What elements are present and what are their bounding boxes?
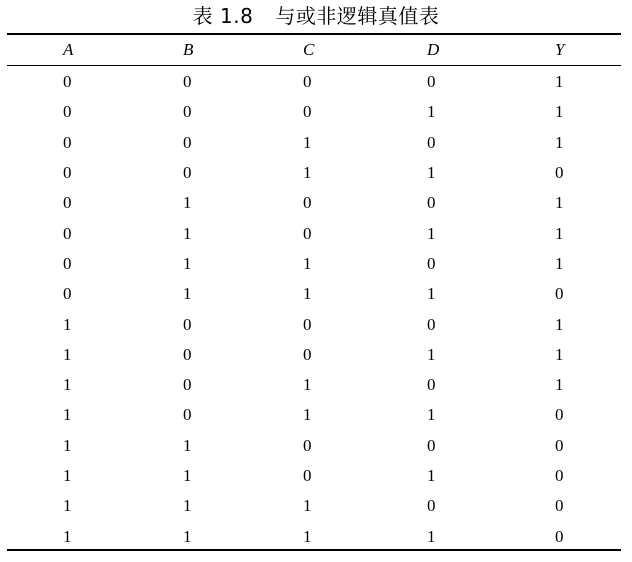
cell-d: 1: [427, 284, 436, 304]
cell-b: 0: [183, 163, 192, 183]
truth-table: [7, 35, 621, 552]
column-header-a: A: [63, 40, 74, 59]
cell-c: 0: [303, 344, 312, 364]
cell-b: 1: [183, 435, 192, 455]
cell-c: 1: [303, 132, 312, 152]
cell-d: 1: [427, 102, 436, 122]
table-row: [7, 461, 621, 491]
table-body: [7, 65, 621, 552]
cell-y: 1: [555, 375, 564, 395]
cell-a: 0: [63, 102, 72, 122]
table-row: [7, 309, 621, 339]
table-row: [7, 431, 621, 461]
table-row: [7, 400, 621, 430]
cell-b: 1: [183, 223, 192, 243]
cell-c: 1: [303, 375, 312, 395]
cell-a: 1: [63, 526, 72, 546]
table-row: [7, 279, 621, 309]
cell-a: 0: [63, 223, 72, 243]
cell-b: 0: [183, 375, 192, 395]
cell-a: 0: [63, 284, 72, 304]
cell-c: 0: [303, 466, 312, 485]
cell-c: 1: [303, 163, 312, 183]
table-row: [7, 370, 621, 400]
cell-b: 0: [183, 132, 192, 152]
cell-y: 1: [555, 314, 564, 334]
cell-d: 1: [427, 405, 436, 425]
cell-a: 1: [63, 435, 72, 455]
cell-b: 1: [183, 526, 192, 546]
column-header-c: C: [303, 40, 315, 59]
header-row: [7, 35, 621, 65]
table-row: [7, 340, 621, 370]
table-row: [7, 491, 621, 521]
cell-b: 1: [183, 253, 192, 273]
cell-y: 1: [555, 344, 564, 364]
cell-c: 0: [303, 314, 312, 334]
cell-b: 0: [183, 102, 192, 122]
table-row: [7, 158, 621, 188]
cell-d: 1: [427, 223, 436, 243]
table-row: [7, 128, 621, 158]
cell-c: 0: [303, 102, 312, 122]
cell-a: 1: [63, 496, 72, 516]
cell-a: 0: [63, 132, 72, 152]
cell-a: 1: [63, 375, 72, 395]
column-header-y: Y: [555, 40, 565, 59]
table-row: [7, 97, 621, 127]
cell-b: 0: [183, 344, 192, 364]
cell-d: 0: [427, 193, 436, 213]
table-row: [7, 65, 621, 97]
cell-y: 0: [555, 163, 564, 183]
table-caption: [0, 3, 632, 29]
cell-c: 0: [303, 223, 312, 243]
cell-c: 0: [303, 72, 312, 92]
cell-b: 0: [183, 72, 192, 92]
cell-y: 0: [555, 496, 564, 516]
cell-b: 1: [183, 466, 192, 485]
cell-y: 0: [555, 466, 564, 485]
cell-y: 1: [555, 72, 564, 92]
cell-y: 1: [555, 102, 564, 122]
column-header-d: D: [427, 40, 440, 59]
cell-d: 0: [427, 435, 436, 455]
table-title: 与或非逻辑真值表: [275, 4, 440, 28]
cell-c: 0: [303, 435, 312, 455]
cell-b: 1: [183, 496, 192, 516]
cell-b: 0: [183, 405, 192, 425]
cell-y: 0: [555, 405, 564, 425]
cell-a: 1: [63, 344, 72, 364]
table-row: [7, 521, 621, 551]
cell-d: 0: [427, 253, 436, 273]
cell-c: 1: [303, 284, 312, 304]
cell-c: 1: [303, 405, 312, 425]
table-row: [7, 249, 621, 279]
cell-a: 0: [63, 193, 72, 213]
cell-d: 0: [427, 375, 436, 395]
cell-b: 1: [183, 193, 192, 213]
cell-y: 1: [555, 253, 564, 273]
cell-y: 1: [555, 193, 564, 213]
cell-a: 1: [63, 466, 72, 485]
cell-y: 1: [555, 223, 564, 243]
cell-b: 0: [183, 314, 192, 334]
cell-d: 1: [427, 466, 436, 485]
cell-y: 0: [555, 284, 564, 304]
cell-y: 1: [555, 132, 564, 152]
cell-c: 1: [303, 496, 312, 516]
column-header-b: B: [183, 40, 194, 59]
cell-y: 0: [555, 435, 564, 455]
cell-d: 0: [427, 72, 436, 92]
table-row: [7, 218, 621, 248]
cell-c: 1: [303, 253, 312, 273]
table-row: [7, 188, 621, 218]
cell-d: 0: [427, 314, 436, 334]
cell-d: 1: [427, 163, 436, 183]
cell-d: 1: [427, 344, 436, 364]
cell-a: 0: [63, 253, 72, 273]
cell-d: 0: [427, 132, 436, 152]
cell-c: 1: [303, 526, 312, 546]
cell-a: 1: [63, 405, 72, 425]
cell-a: 0: [63, 72, 72, 92]
cell-a: 0: [63, 163, 72, 183]
cell-b: 1: [183, 284, 192, 304]
cell-d: 1: [427, 526, 436, 546]
cell-a: 1: [63, 314, 72, 334]
cell-y: 0: [555, 526, 564, 546]
cell-d: 0: [427, 496, 436, 516]
table-number: 表 1.8: [192, 4, 254, 28]
cell-c: 0: [303, 193, 312, 213]
